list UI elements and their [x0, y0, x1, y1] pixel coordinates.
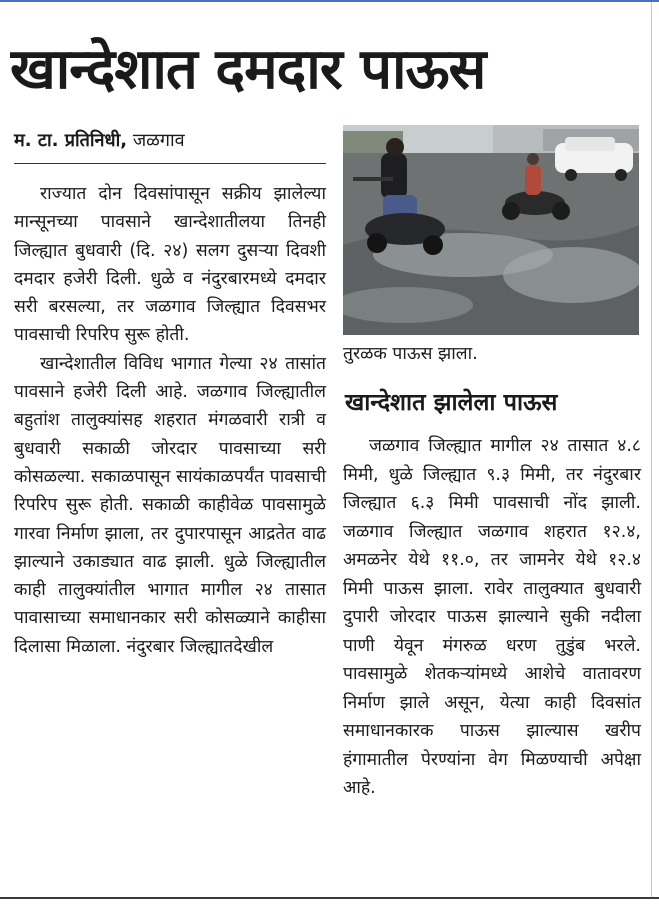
subheading: खान्देशात झालेला पाऊस [345, 388, 558, 416]
photo-caption: तुरळक पाऊस झाला. [343, 344, 478, 364]
top-border [0, 0, 659, 2]
byline-rule [14, 163, 326, 164]
byline-location: जळगाव [132, 130, 185, 151]
byline-name: म. टा. प्रतिनिधी, [14, 130, 128, 151]
paragraph-2: खान्देशातील विविध भागात गेल्या २४ तासांत पावसाने हजेरी दिली आहे. जळगाव जिल्ह्यातील बहुतांश तालुक्यांसह शहरात मंगळवारी रात्री व बुधवारी सकाळी जोरदार पावसाच्या सरी कोसळल्या. सकाळपासून सायंकाळपर्यंत पावसाची रिपरिप सुरू होती. सकाळी काहीवेळ पावसामुळे गारवा निर्माण झाला, तर दुपारपासून आद्रतेत वाढ झाल्याने उकाड्यात वाढ झाली. धुळे जिल्ह्यातील काही तालुक्यांतील भागात मागील २४ तासात पावासाच्या समाधानकार सरी कोसळ्याने काहीसा दिलासा मिळाला. नंदुरबार जिल्ह्यातदेखील [14, 353, 326, 657]
right-column [343, 432, 641, 803]
byline [14, 127, 334, 155]
bottom-border [0, 897, 659, 899]
right-border [651, 2, 652, 897]
headline: खान्देशात दमदार पाऊस [10, 37, 486, 102]
paragraph-1: राज्यात दोन दिवसांपासून सक्रीय झालेल्या मान्सूनच्या पावसाने खान्देशातीलया तिनही जिल्ह्यात बुधवारी (दि. २४) सलग दुसऱ्या दिवशी दमदार हजेरी दिली. धुळे व नंदुरबारमध्ये दमदार सरी बरसल्या, तर जळगाव जिल्ह्यात दिवसभर पावसाची रिपरिप सुरू होती. [14, 184, 326, 346]
left-column [14, 180, 326, 661]
right-paragraph: जळगाव जिल्ह्यात मागील २४ तासात ४.८ मिमी, धुळे जिल्ह्यात ९.३ मिमी, तर नंदुरबार जिल्ह्यात ६.३ मिमी पावसाची नोंद झाली. जळगाव जिल्ह्यात जळगाव शहरात १२.४, अमळनेर येथे ११.०, तर जामनेर येथे १२.४ मिमी पाऊस झाला. रावेर तालुक्यात बुधवारी दुपारी जोरदार पाऊस झाल्याने सुकी नदीला पाणी येवून मंगरुळ धरण तुडुंब भरले. पावसामुळे शेतकऱ्यांमध्ये आशेचे वातावरण निर्माण झाले असून, येत्या काही दिवसांत समाधानकारक पाऊस झाल्यास खरीप हंगामातील पेरण्यांना वेग मिळण्याची अपेक्षा आहे. [343, 436, 641, 798]
rain-photo [343, 125, 639, 335]
